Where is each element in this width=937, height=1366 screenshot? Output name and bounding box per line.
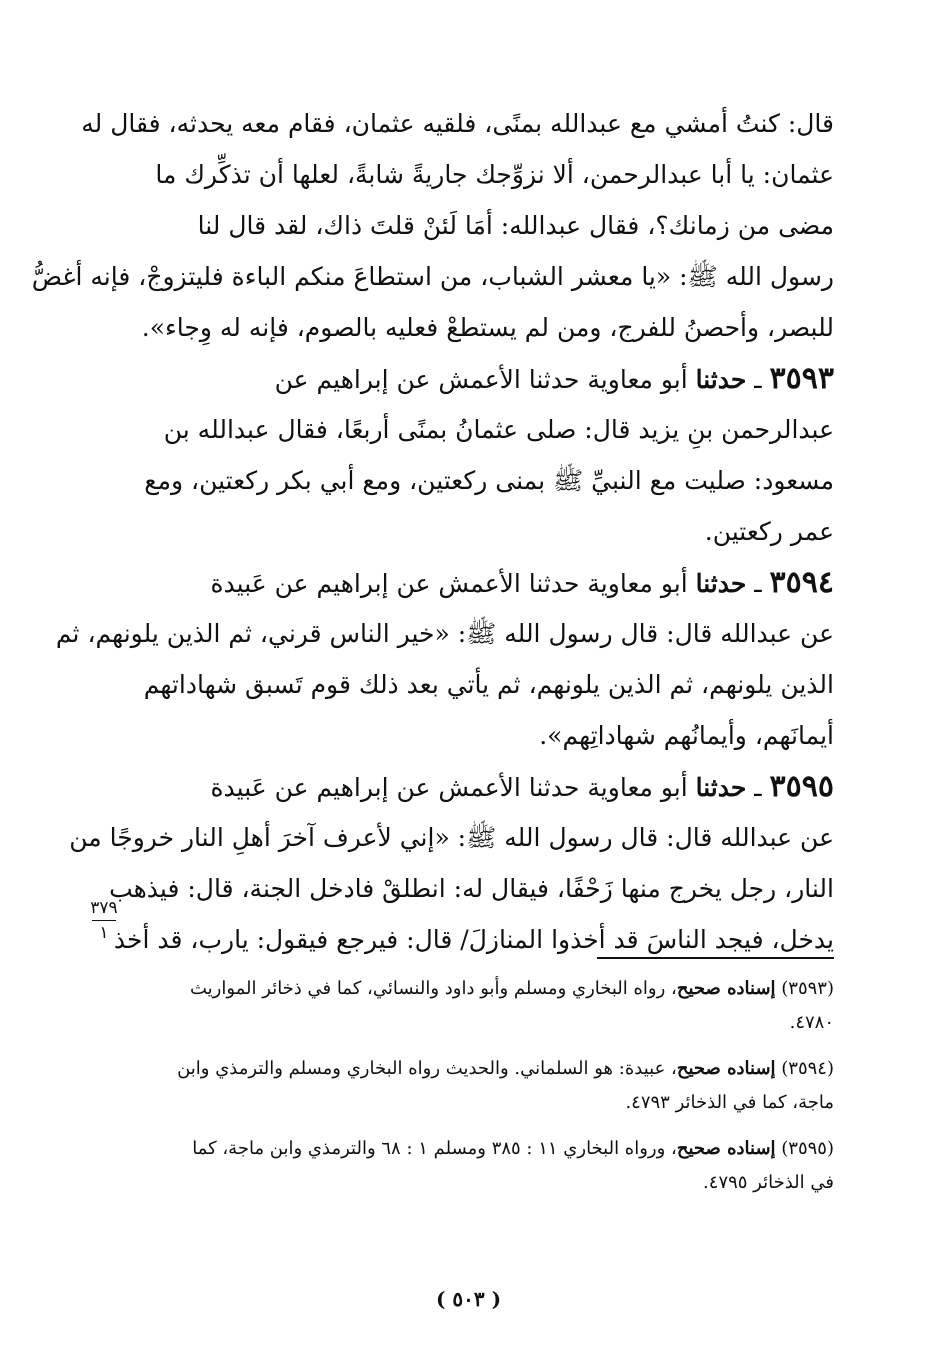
text-line: يدخل، فيجد الناسَ قد أخذوا المنازلَ/ قال: فيرجع فيقول: يارب، قد أخذ — [113, 925, 834, 954]
marginal-rule — [92, 920, 116, 921]
page-number: ( ٥٠٣ ) — [435, 1287, 502, 1311]
footnote-lead: إسناده صحيح — [676, 1138, 776, 1159]
text-line: النار، رجل يخرج منها زَحْفًا، فيقال له: انطلقْ فادخل الجنة، قال: فيذهب — [109, 874, 834, 903]
marginal-reference — [84, 898, 124, 943]
hadith-lead: حدثنا — [695, 365, 747, 394]
text-line: أيمانَهم، وأيمانُهم شهاداتِهم». — [539, 721, 834, 750]
text-line: عبدالرحمن بنِ يزيد قال: صلى عثمانُ بمنًى أربعًا، فقال عبدالله بن — [163, 415, 834, 444]
text-line: مضى من زمانك؟، فقال عبدالله: أمَا لَئنْ قلتَ ذاك، لقد قال لنا — [197, 211, 834, 240]
footnote-lead: إسناده صحيح — [676, 978, 776, 999]
text-line: قال: كنتُ أمشي مع عبدالله بمنًى، فلقيه عثمان، فقام معه يحدثه، فقال له — [81, 109, 834, 138]
footnote-line: (٣٥٩٣) إسناده صحيح، رواه البخاري ومسلم وأبو داود والنسائي، كما في ذخائر المواريث — [189, 978, 834, 999]
text-line: للبصر، وأحصنُ للفرج، ومن لم يستطعْ فعليه بالصوم، فإنه له وِجاء». — [141, 313, 834, 342]
footnote-line: (٣٥٩٥) إسناده صحيح، ورواه البخاري ١١ : ٣٨٥ ومسلم ١ : ٦٨ والترمذي وابن ماجة، كما — [192, 1138, 834, 1159]
text-line: عمر ركعتين. — [704, 517, 834, 546]
hadith-number: ٣٥٩٤ — [769, 565, 834, 600]
hadith-heading-3594: ٣٥٩٤ ـ حدثنا أبو معاوية حدثنا الأعمش عن إبراهيم عن عَبيدة — [210, 565, 834, 600]
footnote-ref: (٣٥٩٣) — [781, 978, 834, 999]
footnote-ref: (٣٥٩٤) — [781, 1058, 834, 1079]
footnotes — [128, 972, 834, 1200]
hadith-lead: حدثنا — [695, 773, 747, 802]
marginal-part: ١ — [99, 923, 109, 943]
text-line: رسول الله ﷺ: «يا معشر الشباب، من استطاعَ منكم الباءة فليتزوجْ، فإنه أغضُّ — [31, 262, 834, 291]
hadith-number: ٣٥٩٥ — [769, 769, 834, 804]
footnote-line: ماجة، كما في الذخائر ٤٧٩٣. — [625, 1092, 834, 1113]
marginal-volume: ٣٧٩ — [90, 898, 118, 918]
text-line: الذين يلونهم، ثم الذين يلونهم، ثم يأتي بعد ذلك قوم تَسبق شهاداتهم — [143, 670, 834, 699]
footnote-line: ٤٧٨٠. — [789, 1012, 834, 1033]
footnote-ref: (٣٥٩٥) — [781, 1138, 834, 1159]
footnote-divider — [597, 957, 834, 959]
footnote-line: في الذخائر ٤٧٩٥. — [703, 1172, 834, 1193]
hadith-heading-3595: ٣٥٩٥ ـ حدثنا أبو معاوية حدثنا الأعمش عن إبراهيم عن عَبيدة — [210, 769, 834, 804]
text-line: عن عبدالله قال: قال رسول الله ﷺ: «خير الناس قرني، ثم الذين يلونهم، ثم — [55, 619, 834, 648]
hadith-number: ٣٥٩٣ — [769, 361, 834, 396]
hadith-heading-3593: ٣٥٩٣ ـ حدثنا أبو معاوية حدثنا الأعمش عن إبراهيم عن — [274, 361, 834, 396]
hadith-lead: حدثنا — [695, 569, 747, 598]
footnote-line: (٣٥٩٤) إسناده صحيح، عبيدة: هو السلماني. والحديث رواه البخاري ومسلم والترمذي وابن — [177, 1058, 834, 1079]
text-line: مسعود: صليت مع النبيِّ ﷺ بمنى ركعتين، ومع أبي بكر ركعتين، ومع — [144, 466, 834, 495]
text-line: عثمان: يا أبا عبدالرحمن، ألا نزوِّجك جاريةً شابةً، لعلها أن تذكِّرك ما — [155, 160, 834, 189]
text-line: عن عبدالله قال: قال رسول الله ﷺ: «إني لأعرف آخرَ أهلِ النار خروجًا من — [69, 823, 834, 852]
footnote-lead: إسناده صحيح — [676, 1058, 776, 1079]
